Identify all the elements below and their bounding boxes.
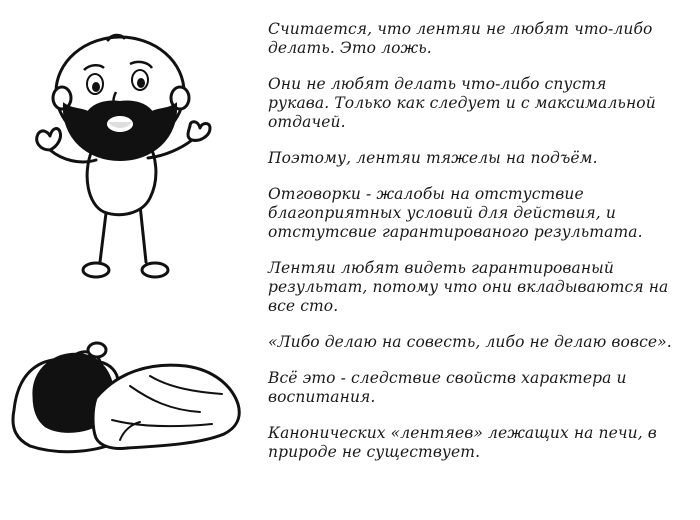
text-paragraph (268, 185, 688, 242)
text-paragraph (268, 424, 688, 462)
text-line: делать. Это ложь. (268, 39, 432, 57)
text-line: Лентяи любят видеть гарантированый (268, 259, 614, 277)
text-paragraph (268, 20, 688, 58)
text-line: Считается, что лентяи не любят что-либо (268, 20, 653, 38)
text-line: воспитания. (268, 388, 376, 406)
text-line: «Либо делаю на совесть, либо не делаю вовсе». (268, 333, 672, 351)
text-line: природе не существует. (268, 443, 481, 461)
text-paragraph (268, 259, 688, 316)
sleeping-person-under-blanket (13, 343, 239, 452)
text-line: Они не любят делать что-либо спустя (268, 75, 607, 93)
illustration-panel (0, 0, 265, 520)
text-paragraph (268, 369, 688, 407)
text-line: Поэтому, лентяи тяжелы на подъём. (268, 149, 598, 167)
text-paragraph (268, 333, 688, 352)
text-paragraph (268, 149, 688, 168)
text-column (268, 20, 688, 479)
text-line: рукава. Только как следует и с максимальной (268, 94, 656, 112)
text-line: Отговорки - жалобы на отстуствие (268, 185, 584, 203)
text-line: отдачей. (268, 113, 346, 131)
text-paragraph (268, 75, 688, 132)
text-line: Канонических «лентяев» лежащих на печи, в (268, 424, 657, 442)
text-line: Всё это - следствие свойств характера и (268, 369, 627, 387)
text-line: отстутсвие гарантированого результата. (268, 223, 643, 241)
text-line: результат, потому что они вкладываются на (268, 278, 669, 296)
text-line: благоприятных условий для действия, и (268, 204, 616, 222)
text-line: все сто. (268, 297, 339, 315)
